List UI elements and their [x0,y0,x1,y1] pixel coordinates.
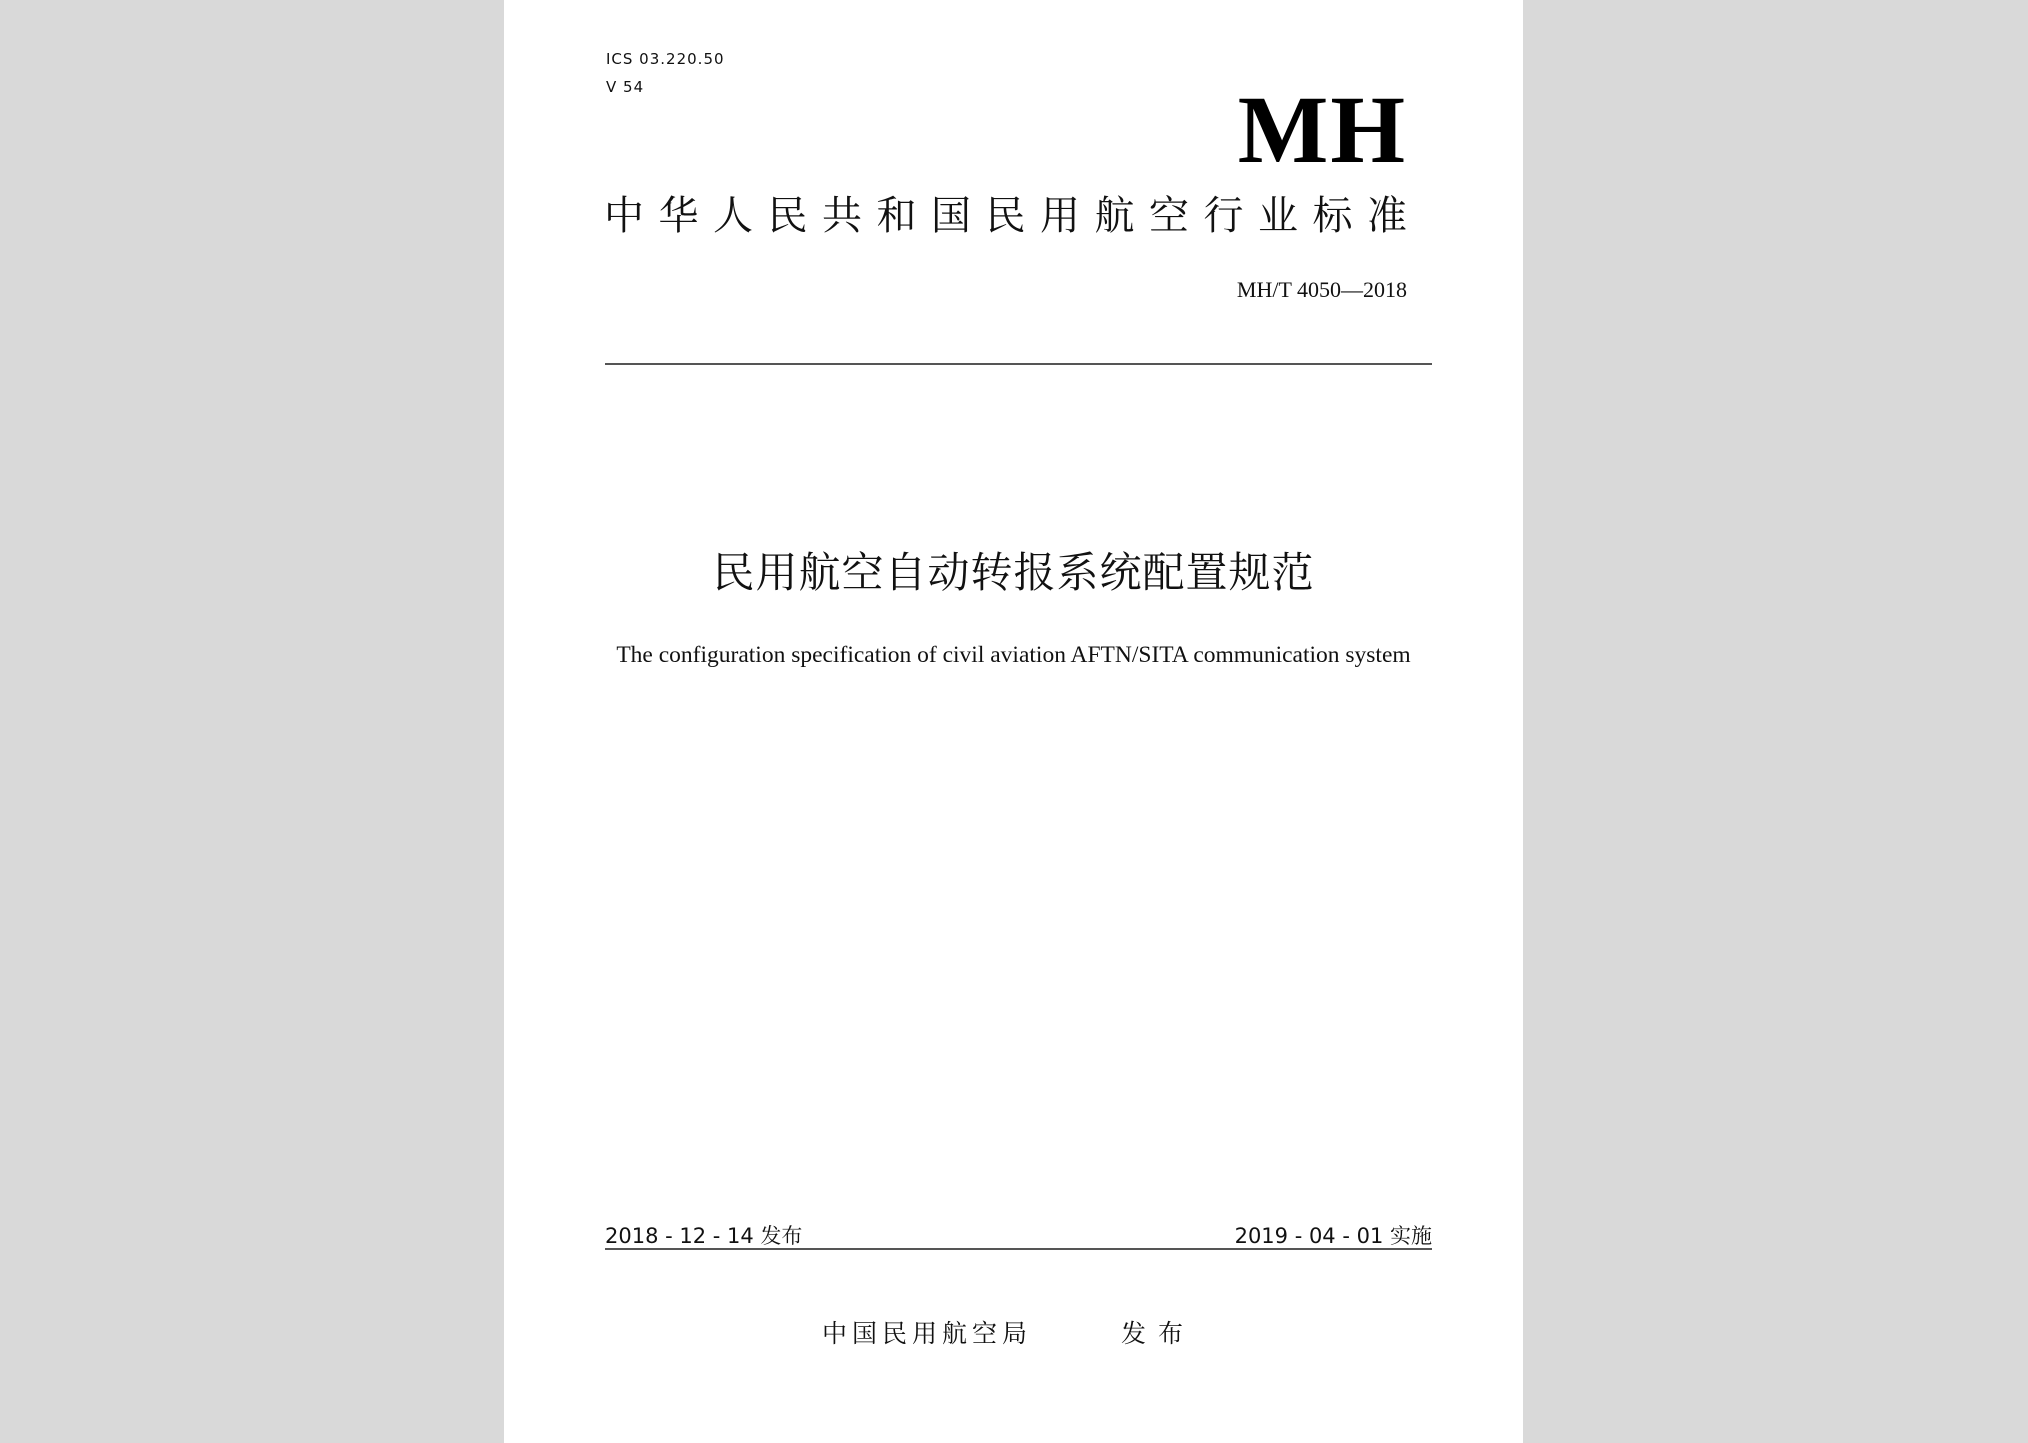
implementation-date: 2019 - 04 - 01 实施 [1234,1224,1432,1248]
document-page [504,0,1523,1443]
document-title-english: The configuration specification of civil aviation AFTN/SITA communication system [616,642,1411,668]
publish-label: 发布 [1121,1319,1196,1348]
standard-number: MH/T 4050—2018 [1236,277,1407,302]
standard-title: 中华人民共和国民用航空行业标准 [604,193,1422,239]
mh-logo: MH [1237,76,1407,183]
bottom-divider [605,1248,1432,1250]
document-title-chinese: 民用航空自动转报系统配置规范 [712,548,1315,597]
top-divider [605,363,1432,365]
ics-code: ICS 03.220.50 [606,50,725,68]
classification-code: V 54 [606,78,645,96]
issue-date: 2018 - 12 - 14 发布 [605,1224,803,1248]
publisher-name: 中国民用航空局 [822,1319,1033,1348]
